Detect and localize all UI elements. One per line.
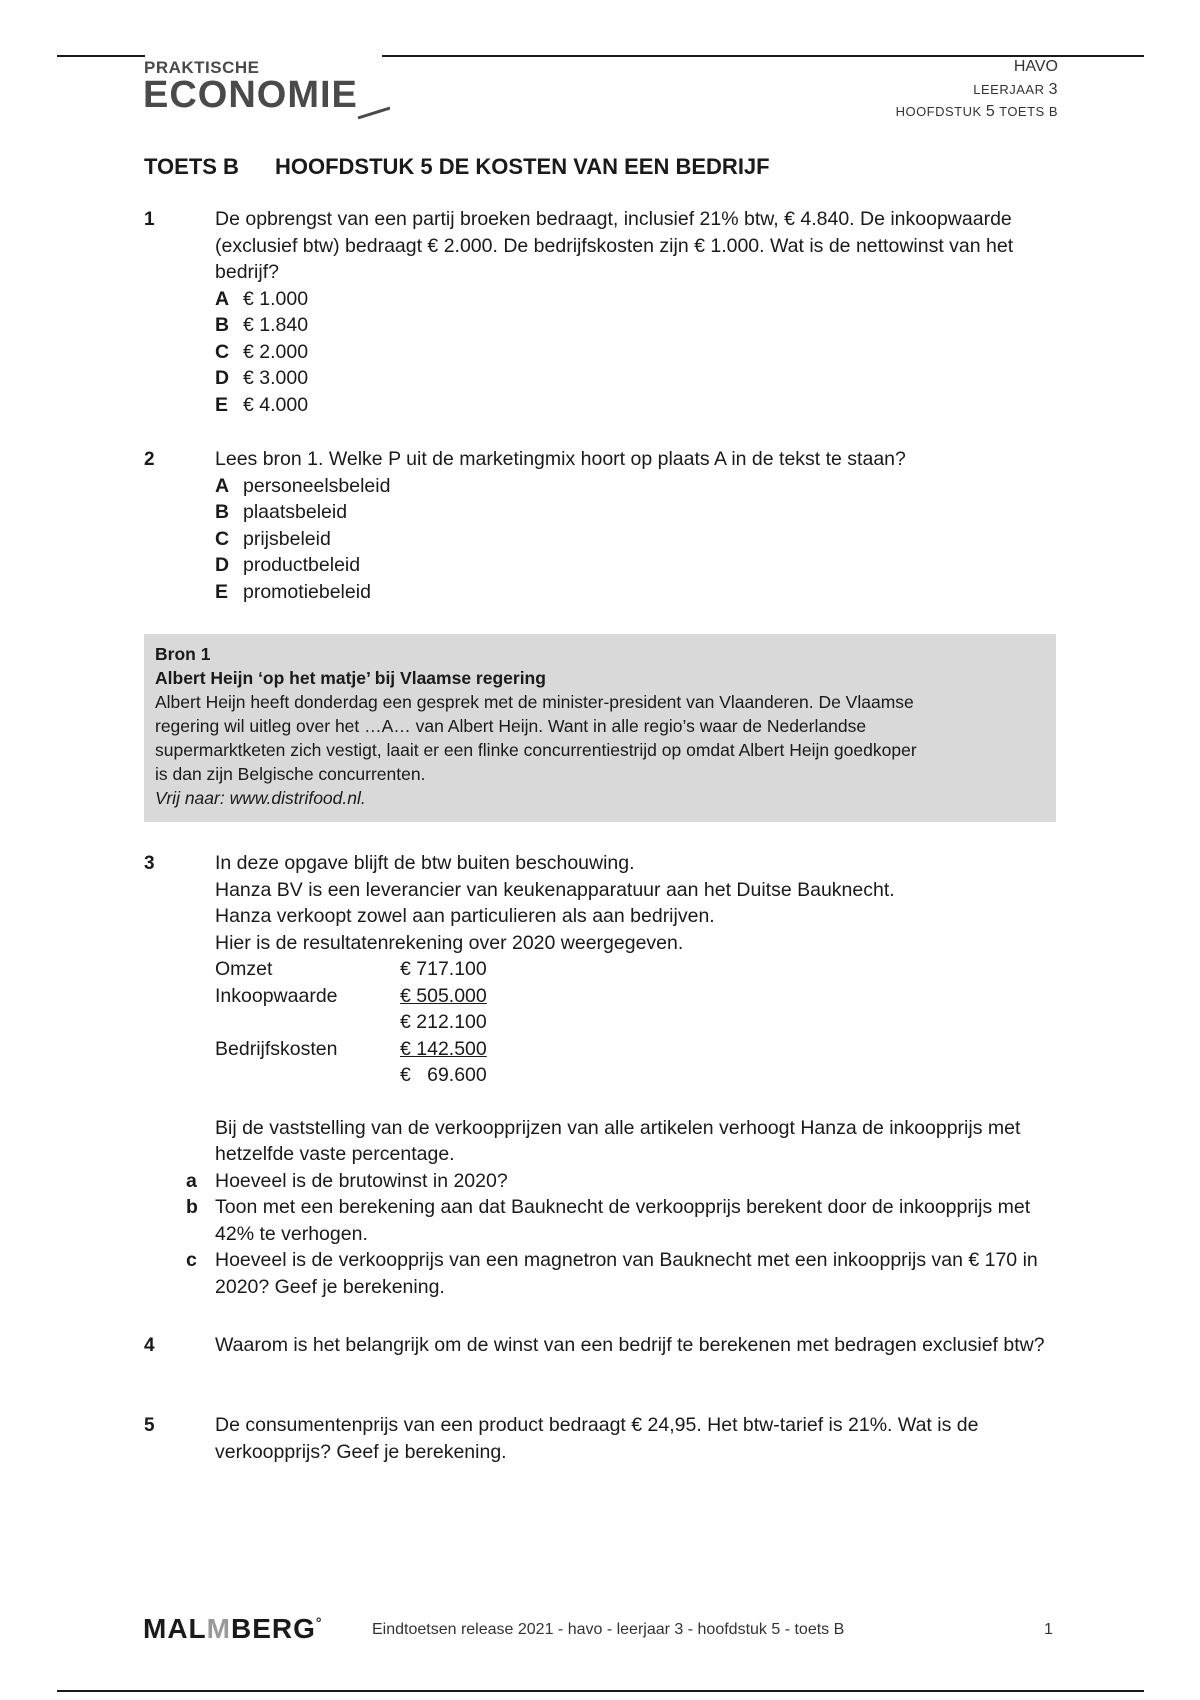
question-5-number: 5 <box>144 1415 155 1436</box>
question-3-intro: Hanza verkoopt zowel aan particulieren als aan bedrijven. <box>215 905 715 927</box>
question-4 <box>215 1332 1065 1359</box>
sub-question-c <box>186 1247 1065 1300</box>
question-2 <box>215 446 1065 605</box>
table-row <box>215 1009 1065 1036</box>
row-value: € 212.100 <box>400 1011 487 1033</box>
row-value: € 717.100 <box>400 958 487 980</box>
option <box>215 312 1065 339</box>
question-3-paragraph: Bij de vaststelling van de verkoopprijzen van alle artikelen verhoogt Hanza de inkoopprijs met hetzelfde vaste percentage. <box>215 1116 1021 1165</box>
option-letter: D <box>215 367 230 389</box>
row-label: Bedrijfskosten <box>215 1037 338 1060</box>
option <box>215 499 1065 526</box>
title-chapter: HOOFDSTUK 5 DE KOSTEN VAN EEN BEDRIJF <box>274 154 770 179</box>
header-year-label: LEERJAAR <box>973 82 1045 97</box>
option <box>215 579 1065 606</box>
option <box>215 286 1065 313</box>
source-line: Albert Heijn heeft donderdag een gesprek met de minister-president van Vlaanderen. De Vlaamse <box>155 692 914 712</box>
row-value: € 69.600 <box>400 1064 487 1086</box>
question-3-intro: Hanza BV is een leverancier van keukenapparatuur aan het Duitse Bauknecht. <box>215 878 895 901</box>
question-1-text: De opbrengst van een partij broeken bedraagt, inclusief 21% btw, € 4.840. De inkoopwaarde (exclusief btw) bedraagt € 2.000. De bedrijfskosten zijn € 1.000. Wat is de nettowinst van het bedrijf? <box>215 208 1014 283</box>
option-text: personeelsbeleid <box>243 474 391 497</box>
sub-text: Toon met een berekening aan dat Bauknecht de verkoopprijs berekent door de inkoopprijs met 42% te verhogen. <box>215 1196 1031 1245</box>
option-letter: D <box>215 554 230 576</box>
question-4-text: Waarom is het belangrijk om de winst van een bedrijf te berekenen met bedragen exclusief btw? <box>215 1334 1045 1356</box>
row-label <box>215 1009 400 1036</box>
sub-letter: a <box>186 1169 197 1192</box>
page-title <box>144 154 770 180</box>
sub-question-a <box>186 1168 1065 1195</box>
question-4-number: 4 <box>144 1335 155 1356</box>
footer-rule <box>57 1690 1144 1692</box>
question-5-text: De consumentenprijs van een product bedraagt € 24,95. Het btw-tarief is 21%. Wat is de verkoopprijs? Geef je berekening. <box>215 1414 979 1463</box>
sub-letter: c <box>186 1249 197 1271</box>
option-letter: A <box>215 474 230 497</box>
question-1 <box>215 206 1065 418</box>
option-text: € 2.000 <box>243 340 309 363</box>
row-value: € 505.000 <box>400 984 487 1007</box>
publisher-logo: MALMBERG° <box>143 1613 323 1644</box>
question-3-number: 3 <box>144 853 155 874</box>
table-row <box>215 956 1065 983</box>
option-text: productbeleid <box>243 554 361 576</box>
table-row <box>215 1036 1065 1063</box>
sub-question-b <box>186 1194 1065 1247</box>
question-5 <box>215 1412 1065 1465</box>
option-text: € 1.000 <box>243 287 309 310</box>
header-chapter <box>896 103 1058 121</box>
option-letter: B <box>215 501 230 523</box>
source-title: Albert Heijn ‘op het matje’ bij Vlaamse regering <box>155 668 546 688</box>
logo-swoosh-icon <box>270 56 390 126</box>
option <box>215 526 1065 553</box>
title-test: TOETS B <box>144 154 239 179</box>
option-text: promotiebeleid <box>243 580 371 603</box>
question-3 <box>186 850 1065 1300</box>
option-text: plaatsbeleid <box>243 501 348 523</box>
table-row <box>215 1062 1065 1089</box>
option <box>215 339 1065 366</box>
sub-text: Hoeveel is de verkoopprijs van een magnetron van Bauknecht met een inkoopprijs van € 170 in 2020? Geef je berekening. <box>215 1249 1038 1298</box>
source-citation: Vrij naar: www.distrifood.nl. <box>155 788 366 808</box>
option-letter: B <box>215 314 230 336</box>
header-chapter-num: 5 <box>985 103 996 120</box>
option-letter: E <box>215 580 229 603</box>
option-letter: C <box>215 340 230 363</box>
option-letter: A <box>215 287 230 310</box>
question-3-intro: In deze opgave blijft de btw buiten beschouwing. <box>215 852 635 874</box>
option <box>215 392 1065 419</box>
header-level: HAVO <box>1013 58 1058 75</box>
header-rule-right <box>382 55 1144 57</box>
row-label: Omzet <box>215 958 273 980</box>
sub-letter: b <box>186 1196 198 1218</box>
question-1-number: 1 <box>144 209 155 230</box>
option-text: € 3.000 <box>243 367 309 389</box>
option-letter: E <box>215 393 229 416</box>
option <box>215 473 1065 500</box>
option-text: € 1.840 <box>243 314 309 336</box>
sub-text: Hoeveel is de brutowinst in 2020? <box>215 1169 508 1192</box>
source-label: Bron 1 <box>155 644 211 664</box>
source-box <box>144 634 1056 822</box>
header-chapter-label: HOOFDSTUK <box>895 104 982 119</box>
page-number: 1 <box>1044 1621 1053 1638</box>
row-value: € 142.500 <box>400 1037 487 1060</box>
question-3-intro: Hier is de resultatenrekening over 2020 weergegeven. <box>215 931 684 954</box>
option <box>215 365 1065 392</box>
header-test-label: TOETS B <box>999 104 1058 119</box>
option-text: prijsbeleid <box>243 527 331 550</box>
header-year <box>973 81 1058 99</box>
row-label <box>215 1062 400 1089</box>
header-rule-left <box>57 55 145 57</box>
question-2-number: 2 <box>144 449 155 470</box>
question-2-text: Lees bron 1. Welke P uit de marketingmix hoort op plaats A in de tekst te staan? <box>215 448 906 470</box>
row-label: Inkoopwaarde <box>215 984 338 1007</box>
logo-line1: PRAKTISCHE <box>144 58 260 77</box>
logo-line2: ECONOMIE <box>143 74 358 116</box>
source-line: supermarktketen zich vestigt, laait er een flinke concurrentiestrijd op omdat Albert Heijn goedkoper <box>155 740 917 760</box>
option-letter: C <box>215 527 230 550</box>
source-line: regering wil uitleg over het …A… van Albert Heijn. Want in alle regio’s waar de Nederlandse <box>155 716 867 736</box>
income-statement <box>215 956 1065 1089</box>
option <box>215 552 1065 579</box>
footer-text: Eindtoetsen release 2021 - havo - leerjaar 3 - hoofdstuk 5 - toets B <box>372 1621 845 1638</box>
source-line: is dan zijn Belgische concurrenten. <box>155 764 426 784</box>
option-text: € 4.000 <box>243 393 309 416</box>
header-year-num: 3 <box>1048 81 1058 98</box>
table-row <box>215 983 1065 1010</box>
